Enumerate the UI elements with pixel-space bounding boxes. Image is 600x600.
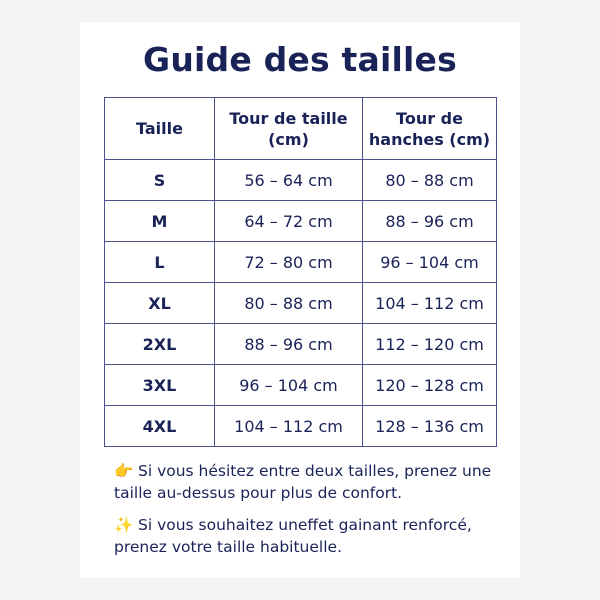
table-row	[105, 201, 497, 242]
hips-cell: 96 – 104 cm	[363, 242, 497, 283]
size-cell: S	[105, 160, 215, 201]
pointing-hand-icon: 👉	[114, 462, 134, 480]
size-cell: 2XL	[105, 324, 215, 365]
waist-cell: 80 – 88 cm	[215, 283, 363, 324]
table-row	[105, 283, 497, 324]
header-size-label: Taille	[136, 119, 183, 138]
size-cell: M	[105, 201, 215, 242]
size-cell: L	[105, 242, 215, 283]
note-text: Si vous souhaitez uneffet gainant renforcé, prenez votre taille habituelle.	[114, 516, 472, 556]
hips-cell: 112 – 120 cm	[363, 324, 497, 365]
table-row	[105, 406, 497, 447]
waist-cell: 72 – 80 cm	[215, 242, 363, 283]
hips-cell: 80 – 88 cm	[363, 160, 497, 201]
waist-cell: 104 – 112 cm	[215, 406, 363, 447]
table-row	[105, 324, 497, 365]
hips-cell: 88 – 96 cm	[363, 201, 497, 242]
size-table	[104, 97, 497, 447]
header-waist-line2: (cm)	[268, 129, 309, 149]
header-waist-line1: Tour de taille	[229, 108, 348, 128]
table-header-row	[105, 98, 497, 160]
sparkles-icon: ✨	[114, 516, 134, 534]
waist-cell: 56 – 64 cm	[215, 160, 363, 201]
waist-cell: 88 – 96 cm	[215, 324, 363, 365]
header-waist	[215, 98, 363, 160]
size-cell: 4XL	[105, 406, 215, 447]
table-row	[105, 242, 497, 283]
header-hips-line2: hanches (cm)	[368, 129, 491, 149]
page-title: Guide des tailles	[143, 40, 457, 79]
waist-cell: 96 – 104 cm	[215, 365, 363, 406]
size-cell: 3XL	[105, 365, 215, 406]
hips-cell: 128 – 136 cm	[363, 406, 497, 447]
note-text: Si vous hésitez entre deux tailles, prenez une taille au-dessus pour plus de confort.	[114, 462, 492, 502]
header-hips	[363, 98, 497, 160]
header-hips-line1: Tour de	[396, 108, 463, 128]
note-size-between	[114, 460, 514, 504]
hips-cell: 104 – 112 cm	[363, 283, 497, 324]
table-row	[105, 365, 497, 406]
hips-cell: 120 – 128 cm	[363, 365, 497, 406]
size-cell: XL	[105, 283, 215, 324]
notes	[114, 460, 514, 568]
header-size	[105, 98, 215, 160]
note-shaping-effect	[114, 514, 514, 558]
table-row	[105, 160, 497, 201]
waist-cell: 64 – 72 cm	[215, 201, 363, 242]
